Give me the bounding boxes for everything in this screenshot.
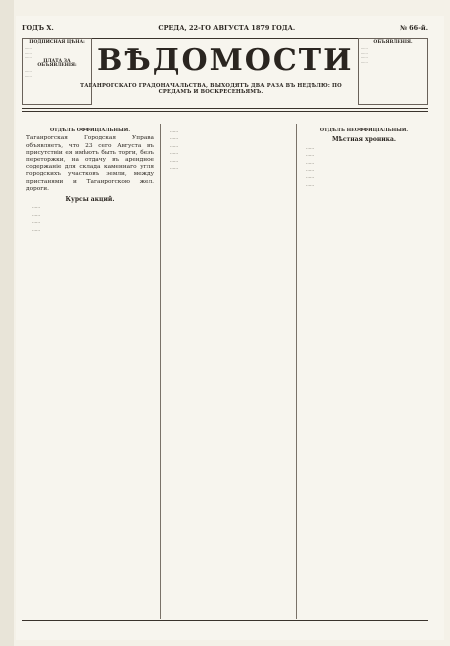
column-paragraph: ...... (306, 144, 314, 150)
column-paragraph: ...... (32, 211, 40, 217)
subscription-line: ...... (25, 55, 32, 60)
column-paragraph: ...... (306, 181, 314, 187)
newspaper-page (16, 16, 444, 640)
announcement-line: ...... (361, 50, 368, 55)
subscription-line: ...... (25, 73, 32, 78)
section-heading-unofficial: ОТДѢЛЪ НЕОФФИЦІАЛЬНЫЙ. (319, 128, 409, 133)
column-paragraph: ...... (32, 204, 40, 210)
column-paragraph: ...... (306, 159, 314, 165)
column-paragraph: ...... (32, 226, 40, 232)
column-paragraph: ...... (306, 152, 314, 158)
issue-number: № 66-й. (399, 24, 428, 32)
column-paragraph: ...... (170, 157, 178, 163)
newspaper-title: ВѢДОМОСТИ (97, 43, 354, 78)
column-official (26, 128, 154, 234)
announcements-heading: ОБЪЯВЛЕНІЯ. (373, 40, 413, 45)
announcements-box (358, 38, 428, 105)
subscription-line: ...... (25, 69, 32, 74)
announcement-line: ...... (361, 55, 368, 60)
column-paragraph: ...... (170, 142, 178, 148)
heading-local-chronicle: Мѣстная хроника. (332, 136, 396, 144)
column-paragraph: ...... (170, 150, 178, 156)
heading-exchange-rates: Курсы акций. (65, 196, 115, 204)
page-edge (0, 0, 14, 646)
column-divider (160, 124, 161, 619)
column-unofficial (300, 128, 428, 189)
footer-rule (22, 620, 428, 621)
column-paragraph: ...... (170, 135, 178, 141)
column-middle (164, 128, 292, 172)
masthead-rule-secondary (22, 111, 428, 112)
subscription-heading: ПОДПИСНАЯ ЦѢНА: (29, 40, 85, 45)
masthead-rule (22, 108, 428, 109)
column-paragraph: ...... (170, 128, 178, 133)
date-label: СРЕДА, 22-ГО АВГУСТА 1879 ГОДА. (158, 24, 296, 32)
column-paragraph: ...... (306, 174, 314, 180)
ads-fee-heading: ПЛАТА ЗА ОБЪЯВЛЕНІЯ: (37, 58, 77, 69)
masthead-topline (22, 24, 428, 39)
column-paragraph: ...... (170, 165, 178, 171)
masthead-tagline: ТАГАНРОГСКАГО ГРАДОНАЧАЛЬСТВА, ВЫХОДЯТЪ ДВА РАЗА ВЪ НЕДѢЛЮ: ПО СРЕДАМЪ И ВОСКРЕСЕНЬЯМЪ. (80, 83, 342, 95)
announcement-line: ...... (361, 59, 368, 64)
column-paragraph: ...... (306, 167, 314, 173)
lead-notice: Таганрогская Городская Управа объявляетъ, что 23 сего Августа въ присутствіи ея имѣютъ быть торги, безъ переторжки, на отдачу въ арендное содержаніе для склада каменнаго угля городскихъ участковъ земли, между пристанями и Таганрогскою жел. дороги. (26, 135, 154, 192)
subscription-line: ...... (25, 46, 32, 51)
column-divider (296, 124, 297, 619)
year-label: ГОДЪ X. (22, 24, 54, 32)
subscription-line: ...... (25, 50, 32, 55)
section-heading-official: ОТДѢЛЪ ОФФИЦІАЛЬНЫЙ. (49, 128, 131, 133)
column-paragraph: ...... (32, 219, 40, 225)
announcement-line: ...... (361, 46, 368, 51)
